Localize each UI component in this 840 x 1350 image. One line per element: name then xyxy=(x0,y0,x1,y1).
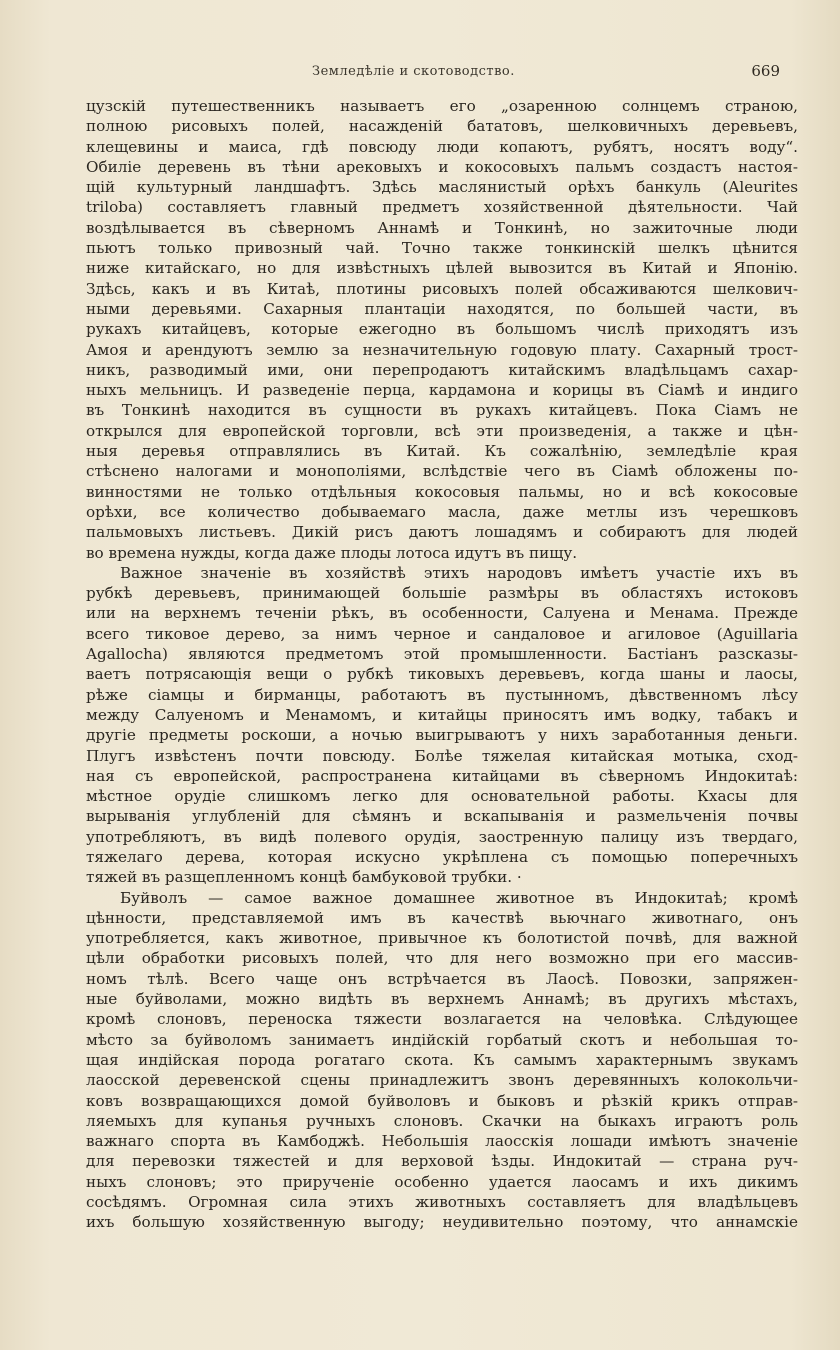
text-line: мѣстное орудіе слишкомъ легко для основательной работы. Кхасы для xyxy=(86,787,798,806)
running-head: Земледѣліе и скотоводство. xyxy=(312,64,515,79)
text-line: мѣсто за буйволомъ занимаетъ индійскій горбатый скотъ и небольшая то- xyxy=(86,1030,798,1049)
text-line: никъ, разводимый ими, они перепродаютъ китайскимъ владѣльцамъ сахар- xyxy=(86,360,798,379)
text-line: ная съ европейской, распространена китайцами въ сѣверномъ Индокитаѣ: xyxy=(86,766,798,785)
text-line: рѣже сіамцы и бирманцы, работаютъ въ пустынномъ, дѣвственномъ лѣсу xyxy=(86,685,798,704)
text-line: ные буйволами, можно видѣть въ верхнемъ Аннамѣ; въ другихъ мѣстахъ, xyxy=(86,990,798,1009)
text-line: лаосской деревенской сцены принадлежитъ звонъ деревянныхъ колокольчи- xyxy=(86,1071,798,1090)
text-line: ныхъ мельницъ. И разведеніе перца, кардамона и корицы въ Сіамѣ и индиго xyxy=(86,381,798,400)
text-line: ихъ большую хозяйственную выгоду; неудивительно поэтому, что аннамскіе xyxy=(86,1213,798,1232)
text-line: клещевины и маиса, гдѣ повсюду люди копаютъ, рубятъ, носятъ воду“. xyxy=(86,137,798,156)
text-line: Обиліе деревень въ тѣни арековыхъ и кокосовыхъ пальмъ создастъ настоя- xyxy=(86,157,798,176)
page-header xyxy=(82,64,800,84)
text-line: сосѣдямъ. Огромная сила этихъ животныхъ составляетъ для владѣльцевъ xyxy=(86,1193,798,1212)
text-line: между Салуеномъ и Менамомъ, и китайцы приносятъ имъ водку, табакъ и xyxy=(86,705,798,724)
text-line: номъ тѣлѣ. Всего чаще онъ встрѣчается въ Лаосѣ. Повозки, запряжен- xyxy=(86,969,798,988)
paragraph-end-line: во времена нужды, когда даже плоды лотоса идутъ въ пищу. xyxy=(86,543,578,562)
text-line: винностями не только отдѣльныя кокосовыя пальмы, но и всѣ кокосовые xyxy=(86,482,798,501)
text-line: пьютъ только привозный чай. Точно также тонкинскій шелкъ цѣнится xyxy=(86,239,798,258)
text-line: Здѣсь, какъ и въ Китаѣ, плотины рисовыхъ полей обсаживаются шелкович- xyxy=(86,279,798,298)
text-line: Плугъ извѣстенъ почти повсюду. Болѣе тяжелая китайская мотыка, сход- xyxy=(86,746,798,765)
text-line: ныя деревья отправлялись въ Китай. Къ сожалѣнію, земледѣліе края xyxy=(86,442,798,461)
text-line: пальмовыхъ листьевъ. Дикій рисъ даютъ лошадямъ и собираютъ для людей xyxy=(86,523,798,542)
text-line: ниже китайскаго, но для извѣстныхъ цѣлей вывозится въ Китай и Японію. xyxy=(86,259,798,278)
text-line: тяжелаго дерева, которая искусно укрѣплена съ помощью поперечныхъ xyxy=(86,847,798,866)
text-line: ляемыхъ для купанья ручныхъ слоновъ. Скачки на быкахъ играютъ роль xyxy=(86,1111,798,1130)
text-line: всего тиковое дерево, за нимъ черное и сандаловое и агиловое (Aguillaria xyxy=(86,624,798,643)
text-line: орѣхи, все количество добываемаго масла, даже метлы изъ черешковъ xyxy=(86,502,798,521)
text-line: другіе предметы роскоши, а ночью выигрываютъ у нихъ заработанныя деньги. xyxy=(86,726,798,745)
text-line: цѣнности, представляемой имъ въ качествѣ вьючнаго животнаго, онъ xyxy=(86,908,798,927)
text-line: щая индійская порода рогатаго скота. Къ самымъ характернымъ звукамъ xyxy=(86,1050,798,1069)
text-line: или на верхнемъ теченіи рѣкъ, въ особенности, Салуена и Менама. Прежде xyxy=(86,604,798,623)
text-line: ными деревьями. Сахарныя плантаціи находятся, по большей части, въ xyxy=(86,299,798,318)
text-line: Agallocha) являются предметомъ этой промышленности. Бастіанъ разсказы- xyxy=(86,645,798,664)
text-line: рубкѣ деревьевъ, принимающей большіе размѣры въ областяхъ истоковъ xyxy=(86,584,798,603)
paragraph-end-line: тяжей въ разщепленномъ концѣ бамбуковой трубки. · xyxy=(86,868,522,887)
body-text xyxy=(86,96,798,1233)
text-line: щій культурный ландшафтъ. Здѣсь маслянистый орѣхъ банкуль (Aleurites xyxy=(86,178,798,197)
text-line: стѣснено налогами и монополіями, вслѣдствіе чего въ Сіамѣ обложены по- xyxy=(86,462,798,481)
text-line: Амоя и арендуютъ землю за незначительную годовую плату. Сахарный трост- xyxy=(86,340,798,359)
text-line: цѣли обработки рисовыхъ полей, что для него возможно при его массив- xyxy=(86,949,798,968)
paragraph-start-line: Буйволъ — самое важное домашнее животное въ Индокитаѣ; кромѣ xyxy=(120,888,798,907)
paragraph-start-line: Важное значеніе въ хозяйствѣ этихъ народовъ имѣетъ участіе ихъ въ xyxy=(120,563,798,582)
text-line: triloba) составляетъ главный предметъ хозяйственной дѣятельности. Чай xyxy=(86,198,798,217)
text-line: кромѣ слоновъ, переноска тяжести возлагается на человѣка. Слѣдующее xyxy=(86,1010,798,1029)
text-line: для перевозки тяжестей и для верховой ѣзды. Индокитай — страна руч- xyxy=(86,1152,798,1171)
text-line: важнаго спорта въ Камбоджѣ. Небольшія лаосскія лошади имѣютъ значеніе xyxy=(86,1132,798,1151)
text-line: полною рисовыхъ полей, насажденій бататовъ, шелковичныхъ деревьевъ, xyxy=(86,117,798,136)
text-line: вырыванія углубленій для сѣмянъ и вскапыванія и размельченія почвы xyxy=(86,807,798,826)
text-line: рукахъ китайцевъ, которые ежегодно въ большомъ числѣ приходятъ изъ xyxy=(86,320,798,339)
text-line: воздѣлывается въ сѣверномъ Аннамѣ и Тонкинѣ, но зажиточные люди xyxy=(86,218,798,237)
text-line: открылся для европейской торговли, всѣ эти произведенія, а также и цѣн- xyxy=(86,421,798,440)
text-line: ваетъ потрясающія вещи о рубкѣ тиковыхъ деревьевъ, когда шаны и лаосы, xyxy=(86,665,798,684)
text-line: въ Тонкинѣ находится въ сущности въ рукахъ китайцевъ. Пока Сіамъ не xyxy=(86,401,798,420)
text-line: цузскій путешественникъ называетъ его „озаренною солнцемъ страною, xyxy=(86,97,798,115)
text-line: употребляется, какъ животное, привычное къ болотистой почвѣ, для важной xyxy=(86,929,798,948)
text-line: ныхъ слоновъ; это прирученіе особенно удается лаосамъ и ихъ дикимъ xyxy=(86,1172,798,1191)
text-line: ковъ возвращающихся домой буйволовъ и быковъ и рѣзкій крикъ отправ- xyxy=(86,1091,798,1110)
page-number: 669 xyxy=(751,62,780,80)
text-line: употребляютъ, въ видѣ полевого орудія, заостренную палицу изъ твердаго, xyxy=(86,827,798,846)
